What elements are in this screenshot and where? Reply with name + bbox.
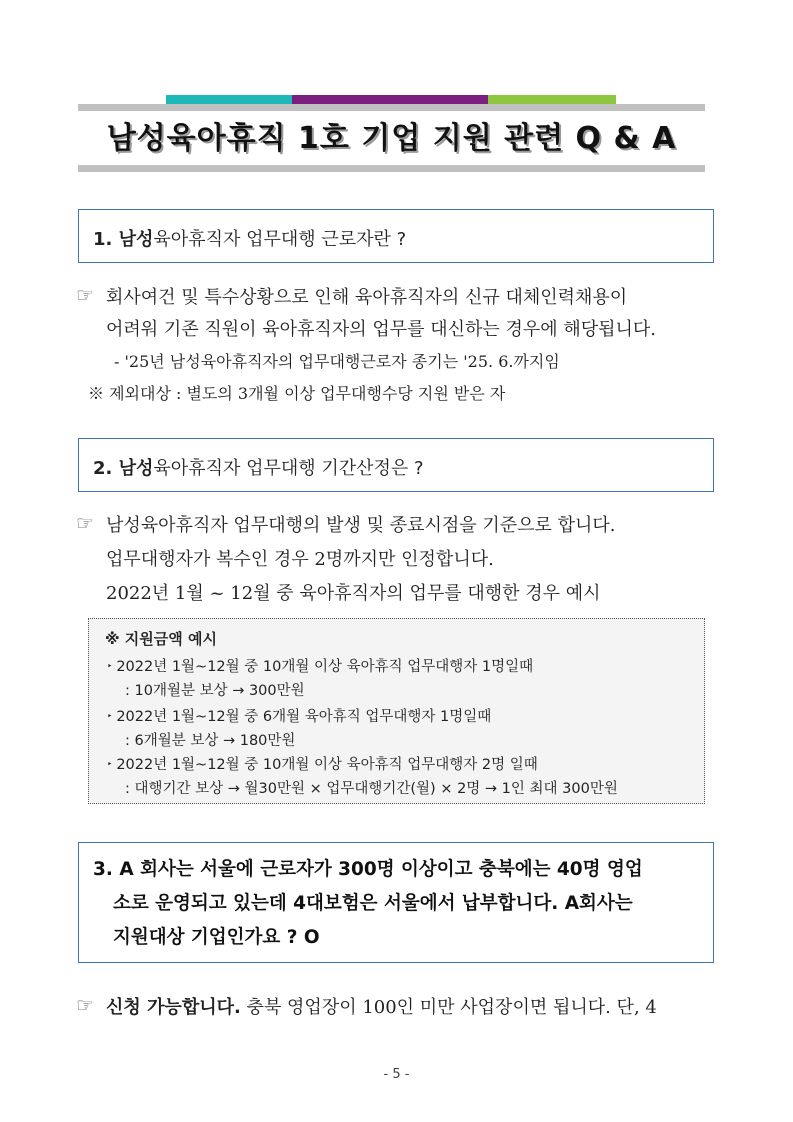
question-box-3	[78, 842, 714, 963]
question-2-number: 2. 남성	[93, 458, 154, 479]
question-3-line-1: 3. A 회사는 서울에 근로자가 300명 이상이고 충북에는 40명 영업	[93, 859, 643, 880]
answer-2-line-3: 2022년 1월 ~ 12월 중 육아휴직자의 업무를 대행한 경우 예시	[106, 583, 601, 604]
question-3-line-3: 지원대상 기업인가요 ? O	[113, 927, 320, 948]
header-accent-green	[488, 95, 616, 104]
question-box-1	[78, 209, 714, 263]
question-box-2	[78, 438, 714, 492]
answer-3-line-1	[106, 993, 657, 1019]
answer-2-line-1: 남성육아휴직자 업무대행의 발생 및 종료시점을 기준으로 합니다.	[106, 515, 616, 536]
example-heading: ※ 지원금액 예시	[105, 630, 217, 648]
example-case-1	[107, 655, 533, 676]
answer-1-sub-note: - '25년 남성육아휴직자의 업무대행근로자 종기는 '25. 6.까지임	[114, 352, 560, 371]
example-case-2-text: 2022년 1월~12월 중 6개월 육아휴직 업무대행자 1명일때	[116, 709, 492, 725]
answer-3-emphasis: 신청 가능합니다.	[106, 997, 241, 1018]
example-result-3: : 대행기간 보상 → 월30만원 × 업무대행기간(월) × 2명 → 1인 최대 300만원	[125, 781, 618, 797]
answer-1-line-1: 회사여건 및 특수상황으로 인해 육아휴직자의 신규 대체인력채용이	[106, 287, 628, 308]
page-title: 남성육아휴직 1호 기업 지원 관련 Q & A	[106, 121, 677, 156]
example-result-1: : 10개월분 보상 → 300만원	[125, 683, 305, 699]
example-case-1-text: 2022년 1월~12월 중 10개월 이상 육아휴직 업무대행자 1명일때	[116, 659, 534, 675]
header-accent-teal	[166, 95, 292, 104]
question-1-text	[93, 225, 406, 251]
page-number: - 5 -	[383, 1067, 410, 1082]
question-2-body: 육아휴직자 업무대행 기간산정은 ?	[153, 458, 424, 479]
bullet-triangle-icon: ‣	[107, 760, 113, 770]
header-bottom-rule	[78, 165, 705, 172]
question-1-body: 육아휴직자 업무대행 근로자란 ?	[153, 229, 407, 250]
question-2-text	[93, 454, 424, 480]
header-accent-purple	[292, 95, 488, 104]
example-case-2	[107, 705, 491, 726]
example-case-3-text: 2022년 1월~12월 중 10개월 이상 육아휴직 업무대행자 2명 일때	[116, 757, 538, 773]
answer-2-line-2: 업무대행자가 복수인 경우 2명까지만 인정합니다.	[106, 549, 494, 570]
bullet-triangle-icon: ‣	[107, 712, 113, 722]
question-1-number: 1. 남성	[93, 229, 154, 250]
answer-1-line-2: 어려워 기존 직원이 육아휴직자의 업무를 대신하는 경우에 해당됩니다.	[106, 319, 657, 340]
example-result-2: : 6개월분 보상 → 180만원	[125, 733, 296, 749]
pointing-hand-icon: ☞	[76, 511, 94, 535]
answer-3-rest: 충북 영업장이 100인 미만 사업장이면 됩니다. 단, 4	[240, 997, 657, 1018]
answer-1-exclusion: ※ 제외대상 : 별도의 3개월 이상 업무대행수당 지원 받은 자	[88, 384, 506, 403]
header-top-rule	[78, 104, 705, 111]
support-amount-example-box	[88, 618, 705, 804]
question-3-line-2: 소로 운영되고 있는데 4대보험은 서울에서 납부합니다. A회사는	[113, 893, 633, 914]
example-case-3	[107, 753, 538, 774]
bullet-triangle-icon: ‣	[107, 662, 113, 672]
pointing-hand-icon: ☞	[76, 283, 94, 307]
question-3-text	[93, 853, 643, 955]
pointing-hand-icon: ☞	[76, 993, 94, 1017]
